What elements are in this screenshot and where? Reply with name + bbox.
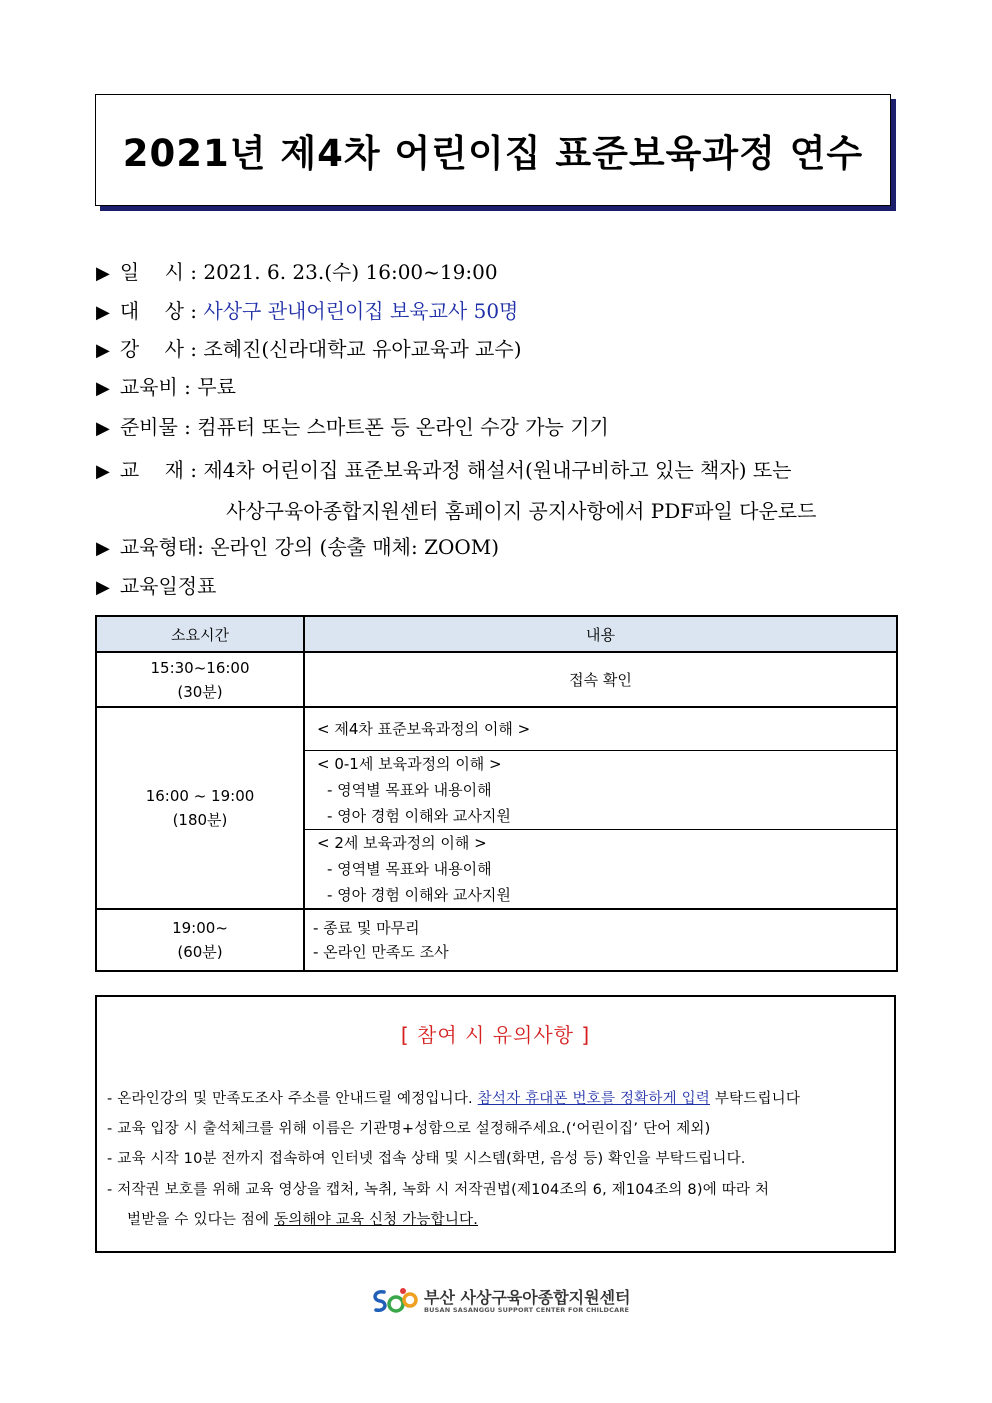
- content-block: [305, 750, 896, 829]
- table-row: [96, 707, 897, 909]
- content-cell: 접속 확인: [304, 652, 897, 707]
- content-cell: [304, 707, 897, 909]
- content-line: - 영역별 목표와 내용이해: [327, 860, 492, 878]
- time-range: 19:00~: [172, 919, 228, 937]
- notice-text: - 온라인강의 및 만족도조사 주소를 안내드릴 예정입니다.: [107, 1091, 473, 1107]
- triangle-icon: ▶: [96, 263, 110, 284]
- notice-text: 벌받을 수 있다는 점에: [127, 1212, 270, 1228]
- info-lecturer: ▶ 강 사 : 조혜진(신라대학교 유아교육과 교수): [96, 337, 522, 361]
- center-name: 부산 사상구육아종합지원센터: [424, 1287, 631, 1307]
- triangle-icon: ▶: [96, 302, 110, 323]
- notice-emphasis: 동의해야 교육 신청 가능합니다.: [274, 1212, 479, 1228]
- content-line: < 2세 보육과정의 이해 >: [317, 834, 487, 852]
- fee-label: 교육비: [119, 375, 178, 399]
- table-header-row: [96, 616, 897, 652]
- time-cell: [96, 652, 304, 707]
- time-range: 16:00 ~ 19:00: [145, 787, 255, 805]
- notice-item: - 교육 입장 시 출석체크를 위해 이름은 기관명+성함으로 설정해주세요.(‘어린이집’ 단어 제외): [107, 1121, 711, 1137]
- time-range: 15:30~16:00: [150, 658, 250, 677]
- prep-value: 컴퓨터 또는 스마트폰 등 온라인 수강 가능 기기: [197, 415, 609, 439]
- info-fee: ▶ 교육비 : 무료: [96, 375, 236, 399]
- textbook-value: 제4차 어린이집 표준보육과정 해설서(원내구비하고 있는 책자) 또는: [203, 458, 792, 482]
- center-subtitle: BUSAN SASANGGU SUPPORT CENTER FOR CHILDCARE: [424, 1305, 630, 1314]
- info-target: ▶ 대 상 : 사상구 관내어린이집 보육교사 50명: [96, 299, 519, 323]
- content-block: [305, 708, 896, 750]
- time-duration: (60분): [177, 943, 223, 961]
- footer-logo: [370, 1286, 631, 1316]
- format-label: 교육형태:: [119, 535, 204, 559]
- target-value: 사상구 관내어린이집 보육교사 50명: [203, 299, 519, 323]
- lecturer-label: 강 사: [119, 337, 184, 361]
- triangle-icon: ▶: [96, 340, 110, 361]
- table-row: [96, 909, 897, 971]
- fee-value: 무료: [197, 375, 236, 399]
- notice-item: - 교육 시작 10분 전까지 접속하여 인터넷 접속 상태 및 시스템(화면, 음성 등) 확인을 부탁드립니다.: [107, 1151, 746, 1167]
- notice-title: [ 참여 시 유의사항 ]: [400, 1023, 591, 1047]
- schedule-table: [95, 615, 898, 972]
- table-row: [96, 652, 897, 707]
- notice-item: [127, 1208, 478, 1229]
- triangle-icon: ▶: [96, 538, 110, 559]
- content-cell: [304, 909, 897, 971]
- title-box: [95, 94, 891, 206]
- info-prep: ▶ 준비물 : 컴퓨터 또는 스마트폰 등 온라인 수강 가능 기기: [96, 415, 609, 439]
- time-duration: (30분): [177, 682, 223, 701]
- date-value: 2021. 6. 23.(수) 16:00~19:00: [203, 260, 498, 284]
- info-textbook: ▶ 교 재 : 제4차 어린이집 표준보육과정 해설서(원내구비하고 있는 책자) 또는: [96, 458, 792, 482]
- info-format: [96, 535, 499, 561]
- time-cell: [96, 707, 304, 909]
- page-title: 2021년 제4차 어린이집 표준보육과정 연수: [122, 132, 864, 175]
- content-line: - 온라인 만족도 조사: [313, 943, 449, 961]
- footer-text: [424, 1289, 631, 1314]
- prep-label: 준비물: [119, 415, 178, 439]
- date-label: 일 시: [119, 260, 184, 284]
- time-duration: (180분): [172, 811, 228, 829]
- triangle-icon: ▶: [96, 461, 110, 482]
- notice-emphasis: 참석자 휴대폰 번호를 정확하게 입력: [477, 1091, 711, 1107]
- triangle-icon: ▶: [96, 577, 110, 598]
- header-content: 내용: [304, 616, 897, 652]
- notice-box: [95, 995, 896, 1253]
- content-line: - 영아 경험 이해와 교사지원: [327, 886, 511, 904]
- info-schedule: [96, 574, 216, 600]
- content-line: - 영아 경험 이해와 교사지원: [327, 807, 511, 825]
- header-time: 소요시간: [96, 616, 304, 652]
- lecturer-value: 조혜진(신라대학교 유아교육과 교수): [203, 337, 522, 361]
- format-value: 온라인 강의 (송출 매체: ZOOM): [210, 535, 500, 559]
- content-line: < 제4차 표준보육과정의 이해 >: [317, 720, 531, 738]
- notice-text: 부탁드립니다: [714, 1091, 801, 1107]
- content-block: [305, 829, 896, 908]
- content-line: - 종료 및 마무리: [313, 919, 420, 937]
- content-line: < 0-1세 보육과정의 이해 >: [317, 755, 502, 773]
- schedule-label: 교육일정표: [119, 574, 217, 598]
- center-logo-icon: [370, 1286, 420, 1316]
- time-cell: [96, 909, 304, 971]
- notice-item: - 저작권 보호를 위해 교육 영상을 캡처, 녹취, 녹화 시 저작권법(제104조의 6, 제104조의 8)에 따라 처: [107, 1182, 770, 1198]
- triangle-icon: ▶: [96, 418, 110, 439]
- textbook-label: 교 재: [119, 458, 184, 482]
- textbook-value-line2: 사상구육아종합지원센터 홈페이지 공지사항에서 PDF파일 다운로드: [226, 499, 817, 523]
- target-label: 대 상: [119, 299, 184, 323]
- info-date: ▶ 일 시 : 2021. 6. 23.(수) 16:00~19:00: [96, 260, 498, 284]
- notice-item: [107, 1087, 800, 1108]
- content-line: - 영역별 목표와 내용이해: [327, 781, 492, 799]
- triangle-icon: ▶: [96, 378, 110, 399]
